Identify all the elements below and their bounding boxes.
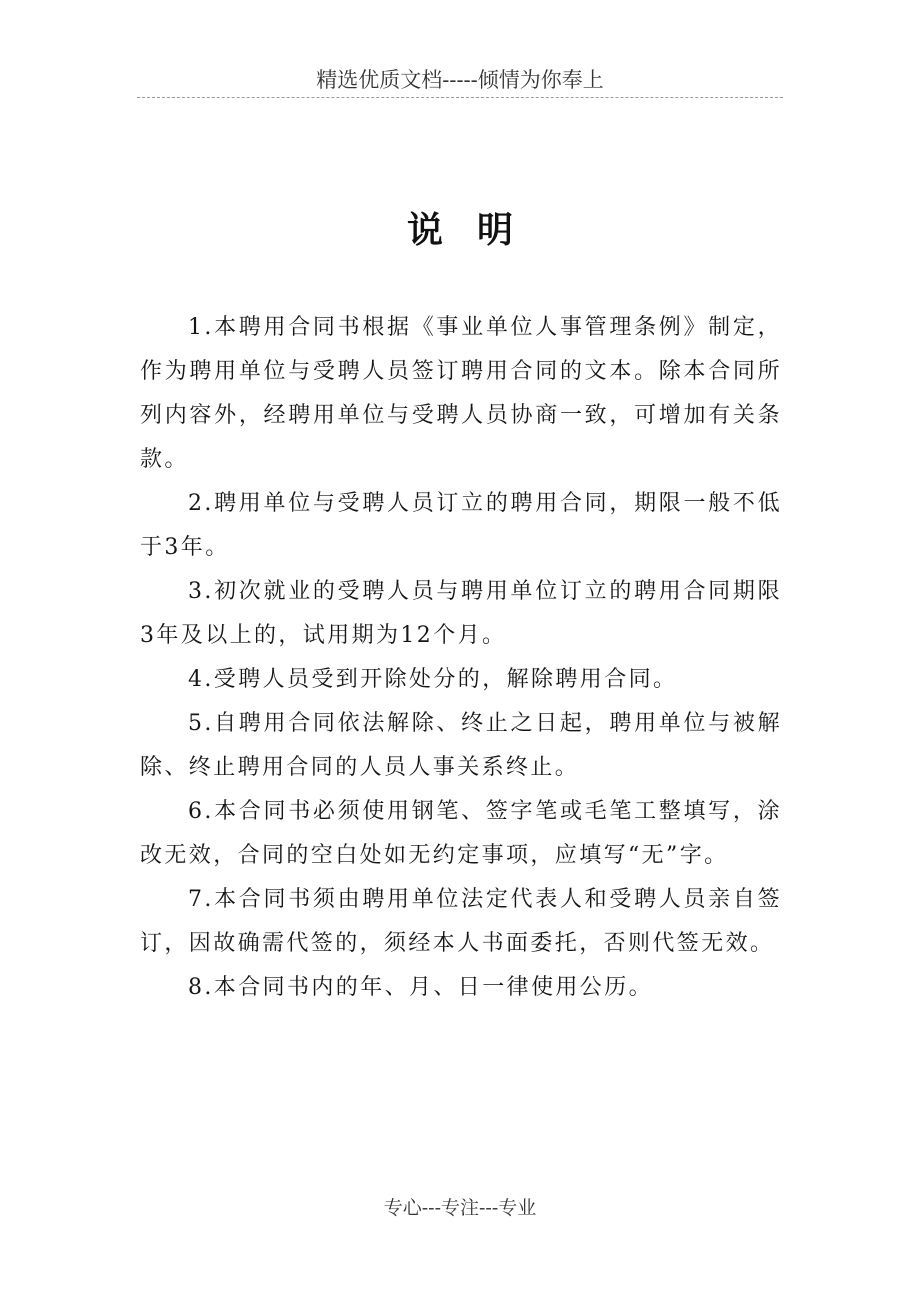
paragraph-8: 8.本合同书内的年、月、日一律使用公历。 (188, 975, 653, 1000)
paragraph-3: 3.初次就业的受聘人员与聘用单位订立的聘用合同期限3年及以上的，试用期为12个月。 (140, 579, 782, 648)
page-title: 说明 (406, 209, 547, 251)
document-body (140, 306, 782, 1010)
paragraph-7: 7.本合同书须由聘用单位法定代表人和受聘人员亲自签订，因故确需代签的，须经本人书面委托，否则代签无效。 (140, 887, 782, 956)
paragraph-4: 4.受聘人员受到开除处分的，解除聘用合同。 (188, 667, 678, 692)
paragraph-1: 1.本聘用合同书根据《事业单位人事管理条例》制定，作为聘用单位与受聘人员签订聘用合同的文本。除本合同所列内容外，经聘用单位与受聘人员协商一致，可增加有关条款。 (140, 315, 782, 472)
page-footer: 专心---专注---专业 (383, 1197, 537, 1219)
paragraph-6: 6.本合同书必须使用钢笔、签字笔或毛笔工整填写，涂改无效，合同的空白处如无约定事项，应填写“无”字。 (140, 799, 782, 868)
paragraph-5: 5.自聘用合同依法解除、终止之日起，聘用单位与被解除、终止聘用合同的人员人事关系终止。 (140, 711, 782, 780)
paragraph-2: 2.聘用单位与受聘人员订立的聘用合同，期限一般不低于3年。 (140, 491, 782, 560)
header-divider (137, 97, 783, 98)
page-header: 精选优质文档-----倾情为你奉上 (316, 68, 604, 92)
